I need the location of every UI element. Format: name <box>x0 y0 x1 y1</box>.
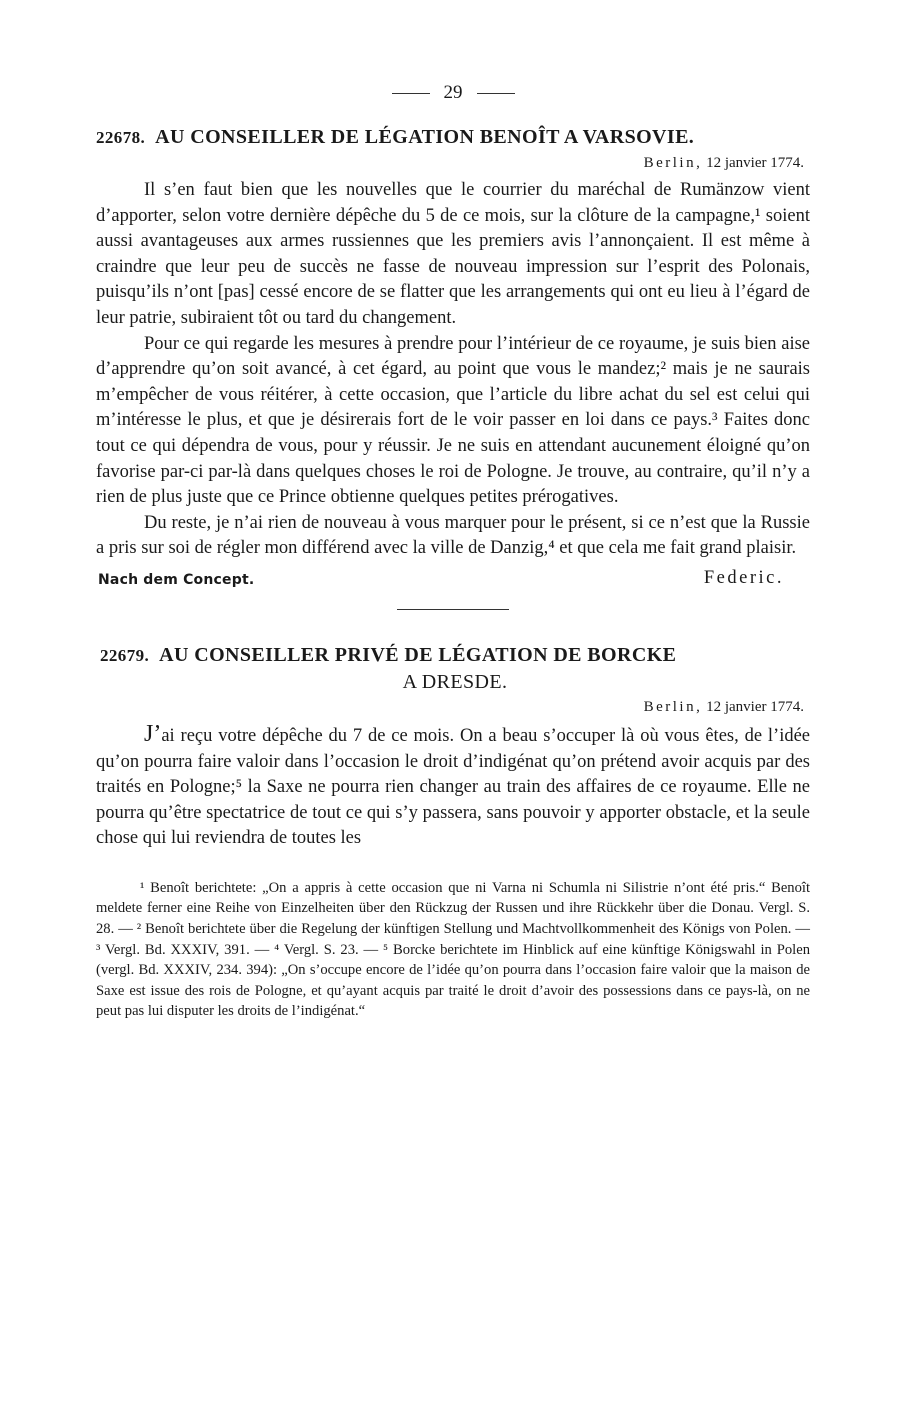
footnotes <box>96 878 810 1022</box>
letter-title-continued: A DRESDE. <box>402 670 508 693</box>
book-page <box>96 82 810 1022</box>
letter-title: AU CONSEILLER PRIVÉ DE LÉGATION DE BORCKE <box>159 643 677 666</box>
paragraph: Du reste, je n’ai rien de nouveau à vous marquer pour le présent, si ce n’est que la Russie a pris sur soi de régler mon différend avec la ville de Danzig,⁴ et que cela me fait grand plaisir. <box>96 512 810 559</box>
page-number: 29 <box>443 82 463 103</box>
letter-heading <box>96 642 810 669</box>
letter-number: 22678. <box>96 128 146 147</box>
letter-heading <box>96 124 810 151</box>
dateline-place: Berlin, <box>643 155 703 171</box>
paragraph: J’ai reçu votre dépêche du 7 de ce mois. On a beau s’occuper là où vous êtes, de l’idée qu’on pourra faire valoir dans l’occasion le droit d’indigénat qu’on prétend avoir acquis par des traités en Pologne;⁵ la Saxe ne pourra rien changer au train des affaires de ce royaume. Elle ne pourra qu’être spectatrice de tout ce qui s’y passera, sans pouvoir y apporter obstacle, et la seule chose qui lui reviendra de toutes les <box>96 720 810 849</box>
paragraph: Il s’en faut bien que les nouvelles que le courrier du maréchal de Rumänzow vient d’apporter, selon votre dernière dépêche du 5 de ce mois, sur la clôture de la campagne,¹ soient aussi avantageuses aux armes russiennes que les premiers avis l’annonçaient. Il est même à craindre que leur peu de succès ne fasse de nouveau impression sur l’esprit des Polonais, puisqu’ils n’ont [pas] cessé encore de se flatter que les arrangements qui ont eu lieu à l’égard de leur patrie, subiraient tôt ou tard du changement. <box>96 180 810 328</box>
signature-line <box>96 568 810 589</box>
footnote-text: ¹ Benoît berichtete: „On a appris à cette occasion que ni Varna ni Schumla ni Silistrie n’ont été pris.“ Benoît meldete ferner eine Reihe von Einzelheiten über den Rückzug der Russen und ihre Rückkehr über die Donau. Vergl. S. 28. — ² Benoît berichtete über die Regelung der künftigen Stellung und Machtvollkommenheit des Königs von Polen. — ³ Vergl. Bd. XXXIV, 391. — ⁴ Vergl. S. 23. — ⁵ Borcke berichtete im Hinblick auf eine künftige Königswahl in Polen (vergl. Bd. XXXIV, 234. 394): „On s’occupe encore de l’idée qu’on pourra dans l’occasion faire valoir que la maison de Saxe est issue des rois de Pologne, et qu’ayant acquis par traité le droit d’avoir des possessions dans ce pays-là, on ne peut pas lui disputer les droits de l’indigénat.“ <box>96 879 810 1020</box>
letter-22679 <box>96 642 810 852</box>
letter-22678 <box>96 124 810 589</box>
paragraph: Pour ce qui regarde les mesures à prendre pour l’intérieur de ce royaume, je suis bien aise d’apprendre qu’on soit avancé, à cet égard, au point que vous le mandez;² mais je ne saurais m’empêcher de vous réitérer, à cette occasion, que l’article du libre achat du sel est celui qui m’intéresse le plus, et que je désirerais fort de le voir passer en loi dans ce pays.³ Faites donc tout ce qui dépendra de vous, pour y réussir. Je ne suis en attendant aucunement éloigné qu’on favorise par-ci par-là dans quelques choses le roi de Pologne. Je trouve, au contraire, qu’il n’y a rien de plus juste que ce Prince obtienne quelques petites prérogatives. <box>96 333 810 508</box>
signature: Federic. <box>703 567 784 588</box>
header-dash-left <box>392 93 430 94</box>
letter-number: 22679. <box>100 645 150 665</box>
dateline <box>96 155 810 172</box>
dateline <box>96 699 810 716</box>
dateline-date: 12 janvier 1774. <box>706 698 804 715</box>
letter-body <box>96 178 810 562</box>
section-divider <box>397 609 509 610</box>
letter-body <box>96 722 810 852</box>
header-dash-right <box>477 93 515 94</box>
dateline-place: Berlin, <box>643 698 703 715</box>
page-header <box>96 82 810 104</box>
letter-title: AU CONSEILLER DE LÉGATION BENOÎT A VARSOVIE. <box>155 126 695 148</box>
source-note: Nach dem Concept. <box>98 571 255 588</box>
dateline-date: 12 janvier 1774. <box>706 155 804 171</box>
